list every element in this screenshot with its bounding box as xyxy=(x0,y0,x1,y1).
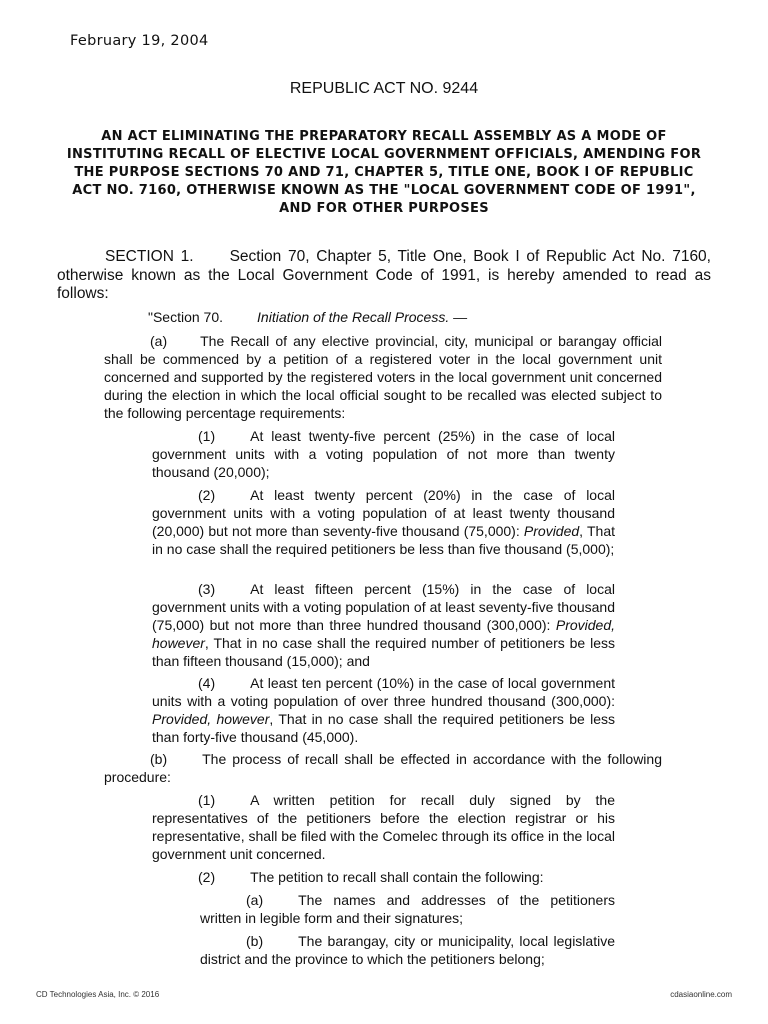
item-a3 xyxy=(152,580,615,670)
section-1-label: SECTION 1. xyxy=(105,248,194,265)
item-b2b-text: The barangay, city or municipality, local legislative district and the province to which the petitioners belong; xyxy=(200,933,615,967)
item-b2-label: (2) xyxy=(198,869,216,885)
item-a3-label: (3) xyxy=(198,581,216,597)
document-date: February 19, 2004 xyxy=(70,33,209,49)
item-b2b xyxy=(200,932,615,968)
item-a4-text: At least ten percent (10%) in the case of local government units with a voting population of over three hundred thousand (300,000): xyxy=(152,675,615,709)
item-a3-text: At least fifteen percent (15%) in the case of local government units with a voting population of at least seventy-five thousand (75,000) but not more than three hundred thousand (300,000): xyxy=(152,581,615,633)
footer-site-link[interactable]: cdasiaonline.com xyxy=(670,990,732,999)
item-a2-text: At least twenty percent (20%) in the case of local government units with a voting population of at least twenty thousand (20,000) but not more than seventy-five thousand (75,000): xyxy=(152,487,615,539)
section-1-text: Section 70, Chapter 5, Title One, Book I of Republic Act No. 7160, otherwise known as the Local Government Code of 1991, is hereby amended to read as follows: xyxy=(57,248,711,302)
paragraph-b xyxy=(104,750,662,786)
item-b1-label: (1) xyxy=(198,792,216,808)
section-70-label: "Section 70. xyxy=(148,309,224,325)
paragraph-a-label: (a) xyxy=(150,333,168,349)
act-heading: AN ACT ELIMINATING THE PREPARATORY RECALL ASSEMBLY AS A MODE OF INSTITUTING RECALL OF ELECTIVE LOCAL GOVERNMENT OFFICIALS, AMENDING FOR THE PURPOSE SECTIONS 70 AND 71, CHAPTER 5, TITLE ONE, BOOK I OF REPUBLIC ACT NO. 7160, OTHERWISE KNOWN AS THE "LOCAL GOVERNMENT CODE OF 1991", AND FOR OTHER PURPOSES xyxy=(66,129,702,216)
act-title: REPUBLIC ACT NO. 9244 xyxy=(289,80,479,97)
item-a2-proviso: Provided xyxy=(523,523,580,539)
item-a4 xyxy=(152,674,615,746)
item-b1 xyxy=(152,791,615,863)
item-a3-text-cont: , That in no case shall the required number of petitioners be less than fifteen thousand (15,000); and xyxy=(152,635,615,669)
item-b2-text: The petition to recall shall contain the following: xyxy=(250,869,544,885)
paragraph-b-text: The process of recall shall be effected in accordance with the following procedure: xyxy=(104,751,662,785)
paragraph-b-label: (b) xyxy=(150,751,168,767)
paragraph-a-text: The Recall of any elective provincial, city, municipal or barangay official shall be commenced by a petition of a registered voter in the local government unit concerned and supported by the registered voters in the local government unit concerned during the election in which the local official sought to be recalled was elected subject to the following percentage requirements: xyxy=(104,333,662,421)
item-a4-proviso: Provided, however xyxy=(152,711,270,727)
item-b2a-text: The names and addresses of the petitioners written in legible form and their signatures; xyxy=(200,892,615,926)
item-b2a-label: (a) xyxy=(246,892,264,908)
paragraph-a xyxy=(104,332,662,422)
section-70-heading xyxy=(148,308,668,326)
item-a2 xyxy=(152,486,615,558)
item-a2-label: (2) xyxy=(198,487,216,503)
item-a3-proviso: Provided, however xyxy=(152,617,616,651)
section-70-title: Initiation of the Recall Process. — xyxy=(257,309,468,325)
item-a1-text: At least twenty-five percent (25%) in the case of local government units with a voting population of not more than twenty thousand (20,000); xyxy=(152,428,615,480)
section-1 xyxy=(57,248,711,304)
item-b2a xyxy=(200,891,615,927)
item-a1-label: (1) xyxy=(198,428,216,444)
item-b2b-label: (b) xyxy=(246,933,264,949)
footer-copyright: CD Technologies Asia, Inc. © 2016 xyxy=(36,990,160,999)
item-a2-text-cont: , That in no case shall the required petitioners be less than five thousand (5,000); xyxy=(152,523,615,557)
item-b2 xyxy=(152,868,615,886)
item-b1-text: A written petition for recall duly signed by the representatives of the petitioners before the election registrar or his representative, shall be filed with the Comelec through its office in the local government unit concerned. xyxy=(152,792,615,862)
item-a4-label: (4) xyxy=(198,675,216,691)
item-a1 xyxy=(152,427,615,481)
item-a4-text-cont: , That in no case shall the required petitioners be less than forty-five thousand (45,000). xyxy=(152,711,615,745)
